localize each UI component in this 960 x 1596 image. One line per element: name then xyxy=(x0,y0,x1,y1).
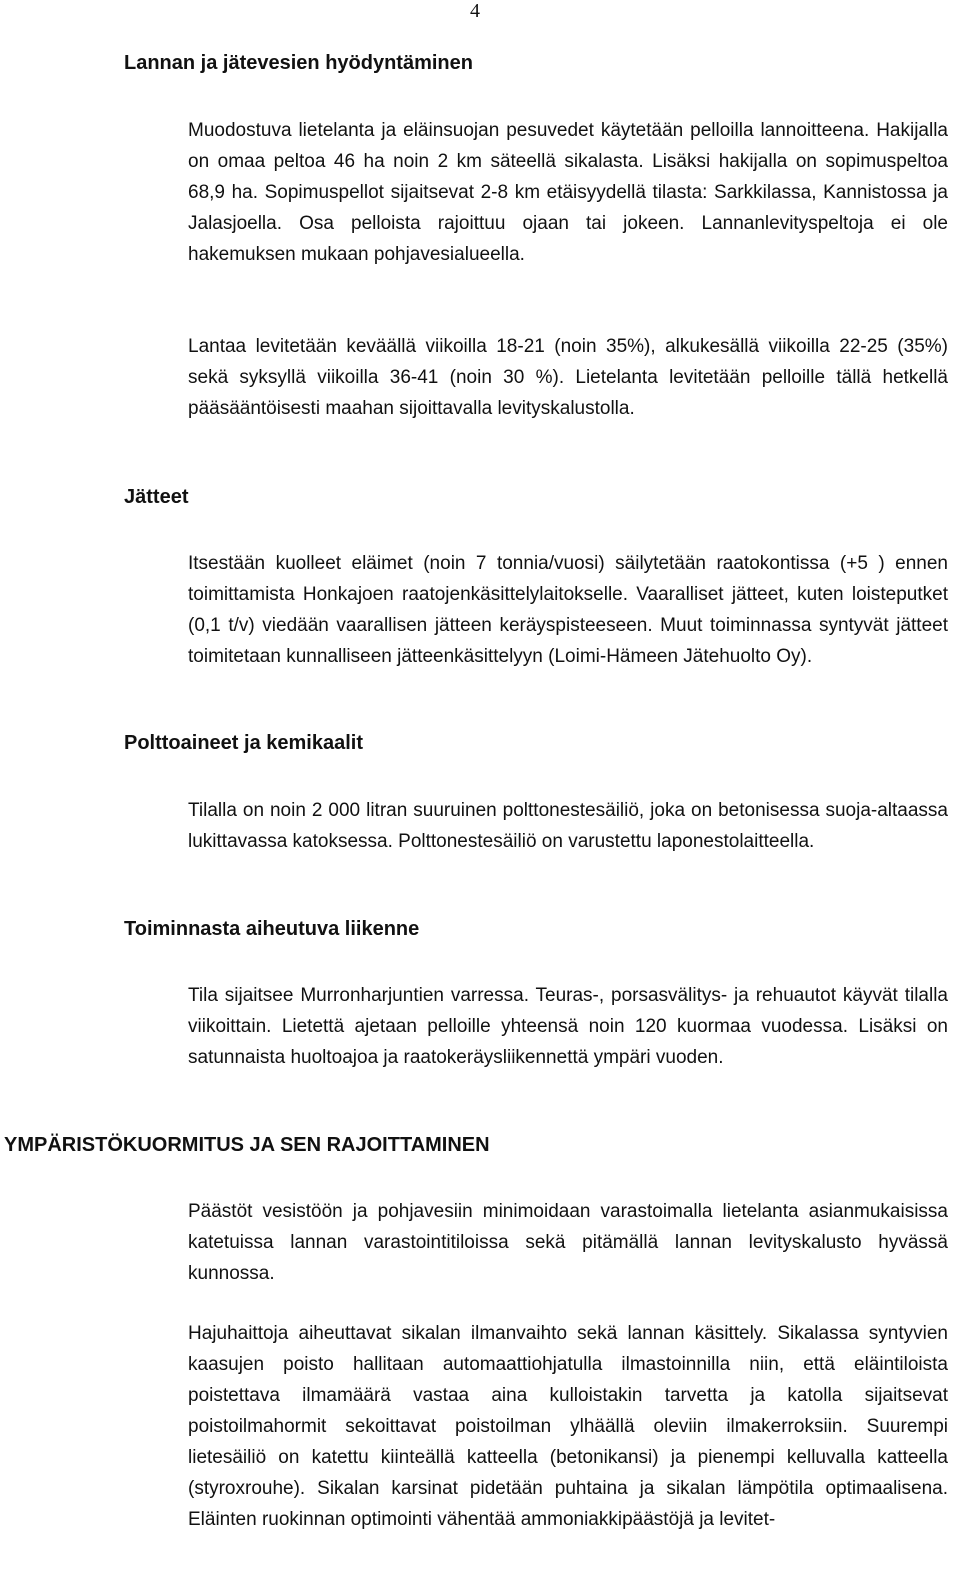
page-number: 4 xyxy=(470,0,480,22)
heading-ymparistokuormitus: YMPÄRISTÖKUORMITUS JA SEN RAJOITTAMINEN xyxy=(4,1134,490,1156)
heading-lanta: Lannan ja jätevesien hyödyntäminen xyxy=(124,52,473,74)
paragraph-paastot: Päästöt vesistöön ja pohjavesiin minimoidaan varastoimalla lietelanta asianmukaisissa katetuissa lannan varastointitiloissa sekä pitämällä lannan levityskalusto hyvässä kunnossa. xyxy=(188,1201,948,1284)
paragraph-liikenne: Tila sijaitsee Murronharjuntien varressa. Teuras-, porsasvälitys- ja rehuautot käyvät tilalla viikoittain. Lietettä ajetaan pelloille yhteensä noin 120 kuormaa vuodessa. Lisäksi on satunnaista huoltoajoa ja raatokeräysliikennettä ympäri vuoden. xyxy=(188,985,948,1068)
paragraph-jatteet: Itsestään kuolleet eläimet (noin 7 tonnia/vuosi) säilytetään raatokontissa (+5 ) ennen toimittamista Honkajoen raatojenkäsittelylaitokselle. Vaaralliset jätteet, kuten loisteputket (0,1 t/v) viedään vaarallisen jätteen keräyspisteeseen. Muut toiminnassa syntyvät jätteet toimitetaan kunnalliseen jätteenkäsittelyyn (Loimi-Hämeen Jätehuolto Oy). xyxy=(188,553,948,667)
heading-polttoaineet: Polttoaineet ja kemikaalit xyxy=(124,732,363,754)
paragraph-hajuhaitat: Hajuhaittoja aiheuttavat sikalan ilmanvaihto sekä lannan käsittely. Sikalassa syntyvien kaasujen poisto hallitaan automaattiohjatulla ilmastoinnilla niin, että eläintiloista poistettava ilmamäärä vastaa aina kulloistakin tarvetta ja katolla sijaitsevat poistoilmahormit sekoittavat poistoilman ylhäällä oleviin ilmakerroksiin. Suurempi lietesäiliö on katettu kiinteällä katteella (betonikansi) ja pienempi kelluvalla katteella (styroxrouhe). Sikalan karsinat pidetään puhtaina ja sikalan lämpötila optimaalisena. Eläinten ruokinnan optimointi vähentää ammoniakkipäästöjä ja levitet- xyxy=(188,1323,948,1530)
paragraph-lanta-2: Lantaa levitetään keväällä viikoilla 18-21 (noin 35%), alkukesällä viikoilla 22-25 (35%) sekä syksyllä viikoilla 36-41 (noin 30 %). Lietelanta levitetään pelloille tällä hetkellä pääsääntöisesti maahan sijoittavalla levityskalustolla. xyxy=(188,336,948,419)
heading-jatteet: Jätteet xyxy=(124,486,189,508)
heading-liikenne: Toiminnasta aiheutuva liikenne xyxy=(124,918,420,940)
paragraph-lanta-1: Muodostuva lietelanta ja eläinsuojan pesuvedet käytetään pelloilla lannoitteena. Hakijalla on omaa peltoa 46 ha noin 2 km säteellä sikalasta. Lisäksi hakijalla on sopimuspeltoa 68,9 ha. Sopimuspellot sijaitsevat 2-8 km etäisyydellä tilasta: Sarkkilassa, Kannistossa ja Jalasjoella. Osa pelloista rajoittuu ojaan tai jokeen. Lannanlevityspeltoja ei ole hakemuksen mukaan pohjavesialueella. xyxy=(188,120,948,265)
paragraph-polttoaineet: Tilalla on noin 2 000 litran suuruinen polttonestesäiliö, joka on betonisessa suoja-altaassa lukittavassa katoksessa. Polttonestesäiliö on varustettu laponestolaitteella. xyxy=(188,800,948,852)
